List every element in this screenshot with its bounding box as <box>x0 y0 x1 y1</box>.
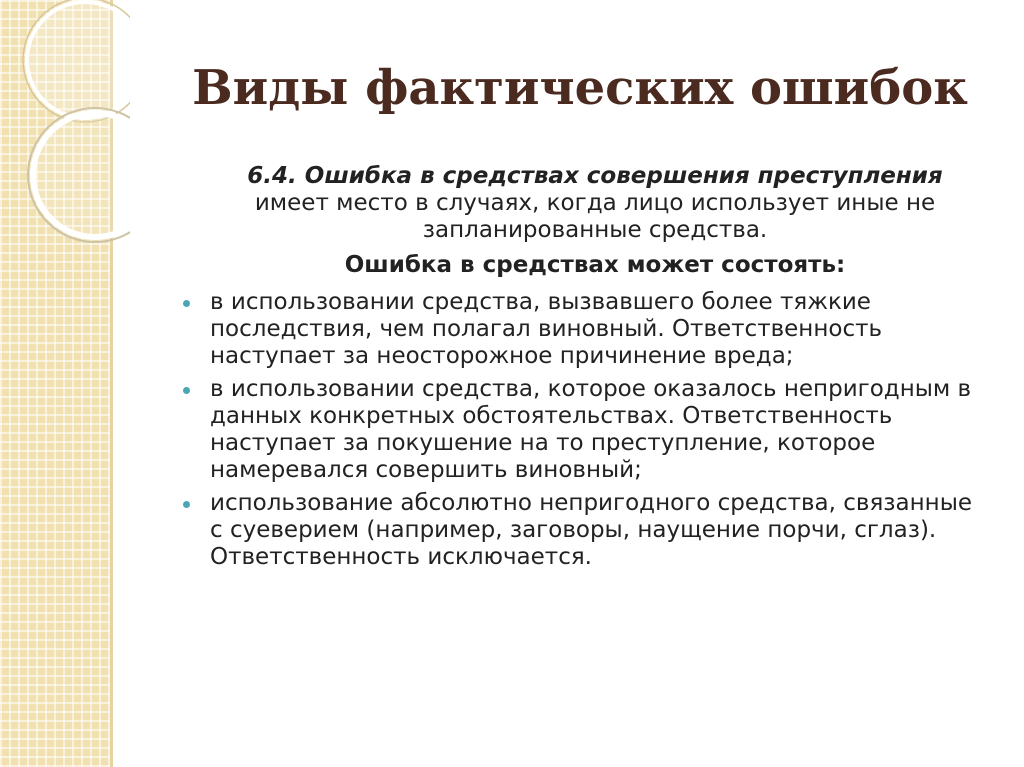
subheading-text: Ошибка в средствах может состоять <box>344 252 837 278</box>
bullet-dot-icon <box>183 300 190 307</box>
subheading-colon: : <box>836 252 846 278</box>
intro-rest-text: имеет место в случаях, когда лицо использует иные не запланированные средства. <box>254 190 936 243</box>
bullet-text: в использовании средства, вызвавшего более тяжкие последствия, чем полагал виновный. Ответственность наступает за неосторожное причинение вреда; <box>210 289 883 369</box>
bullet-dot-icon <box>183 387 190 394</box>
decorative-ring-top <box>27 2 130 118</box>
bullet-text: использование абсолютно непригодного средства, связанные с суеверием (например, заговоры, наущение порчи, сглаз). Ответственность исключается. <box>210 490 972 570</box>
list-item <box>180 289 980 370</box>
decorative-ring-bottom <box>33 113 130 237</box>
decorative-rings <box>0 0 130 260</box>
slide-content <box>180 163 980 577</box>
bullet-list <box>180 289 980 571</box>
subheading <box>210 252 980 279</box>
intro-lead-text: 6.4. Ошибка в средствах совершения преступления <box>247 163 943 189</box>
bullet-dot-icon <box>183 501 190 508</box>
list-item <box>180 376 980 484</box>
slide-title: Виды фактических ошибок <box>192 60 968 116</box>
bullet-text: в использовании средства, которое оказалось непригодным в данных конкретных обстоятельствах. Ответственность наступает за покушение на то преступление, которое намеревался совершить виновный; <box>210 376 972 483</box>
intro-paragraph <box>210 163 980 244</box>
list-item <box>180 490 980 571</box>
